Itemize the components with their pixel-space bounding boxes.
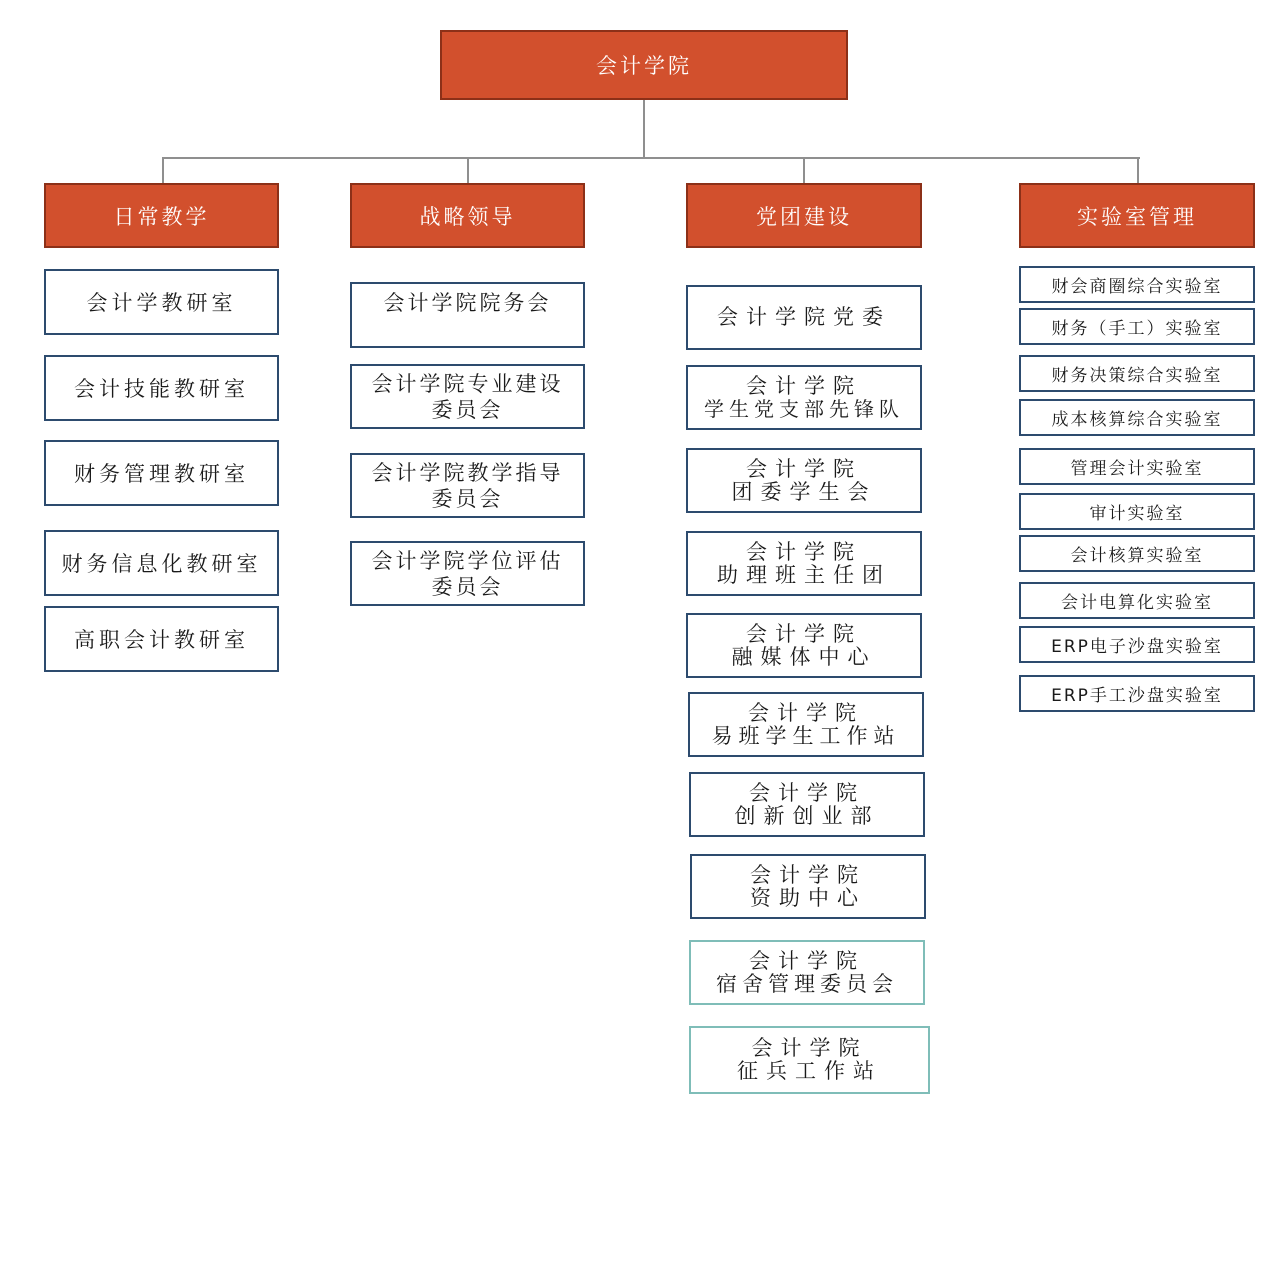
party-org-line1: 会计学院: [750, 862, 866, 887]
lab-room-label: 财会商圈综合实验室: [1051, 277, 1223, 297]
party-org-line2: 资助中心: [750, 885, 866, 910]
party-org: [690, 854, 926, 919]
party-org: [686, 448, 922, 513]
connector-lab: [1137, 157, 1139, 184]
root-label: 会计学院: [596, 54, 692, 78]
connector-root-down: [643, 99, 645, 159]
party-org-line2: 融媒体中心: [731, 644, 877, 669]
lab-room-label: 成本核算综合实验室: [1051, 410, 1223, 430]
party-org-line2: 易班学生工作站: [711, 723, 901, 748]
teaching-office: [44, 269, 279, 335]
lab-room-label: 管理会计实验室: [1070, 459, 1204, 479]
lab-room: [1019, 582, 1255, 619]
strategy-committee-line2: 委员会: [431, 574, 504, 599]
connector-horizontal: [162, 157, 1140, 159]
party-org-line2: 宿舍管理委员会: [716, 971, 898, 996]
teaching-office-label: 高职会计教研室: [74, 628, 249, 652]
party-org: [689, 772, 925, 837]
party-org-line2: 学生党支部先锋队: [704, 396, 904, 421]
party-org-line1: 会计学院: [746, 621, 862, 646]
teaching-office-label: 财务信息化教研室: [61, 552, 262, 576]
lab-room: [1019, 399, 1255, 436]
category-teaching-label: 日常教学: [113, 204, 210, 229]
category-lab: [1019, 183, 1255, 248]
strategy-committee: [350, 364, 585, 429]
teaching-office: [44, 606, 279, 672]
lab-room-label: 会计核算实验室: [1070, 546, 1204, 566]
party-org: [688, 692, 924, 757]
party-org: [686, 613, 922, 678]
lab-room: [1019, 355, 1255, 392]
lab-room-label: 会计电算化实验室: [1061, 593, 1213, 613]
strategy-committee-line2: 委员会: [431, 486, 504, 511]
strategy-committee: [350, 541, 585, 606]
category-party-label: 党团建设: [756, 204, 852, 229]
strategy-committee-line1: 会计学院院务会: [383, 291, 552, 315]
party-org-line1: 会计学院: [746, 373, 862, 398]
lab-room: [1019, 493, 1255, 530]
party-org-line1: 会计学院: [746, 539, 862, 564]
lab-room-label: 财务（手工）实验室: [1051, 319, 1223, 339]
lab-room-label: 审计实验室: [1089, 504, 1185, 524]
strategy-committee-line1: 会计学院学位评估: [371, 548, 564, 573]
root-node: [440, 30, 848, 100]
teaching-office-label: 会计技能教研室: [74, 377, 249, 401]
lab-room-label: 财务决策综合实验室: [1051, 366, 1223, 386]
strategy-committee: [350, 453, 585, 518]
party-org-line1: 会计学院: [749, 780, 865, 805]
connector-teaching: [162, 157, 164, 184]
party-org-line1: 会计学院党委: [717, 305, 891, 329]
category-teaching: [44, 183, 279, 248]
teaching-office: [44, 355, 279, 421]
party-org: [689, 1026, 930, 1094]
teaching-office-label: 会计学教研室: [86, 291, 237, 315]
party-org-line2: 团委学生会: [731, 479, 877, 504]
strategy-committee-line1: 会计学院教学指导: [371, 460, 564, 485]
party-org: [686, 531, 922, 596]
party-org: [689, 940, 925, 1005]
party-org: [686, 285, 922, 350]
lab-room: [1019, 626, 1255, 663]
category-strategy-label: 战略领导: [419, 204, 516, 229]
lab-room: [1019, 266, 1255, 303]
lab-room: [1019, 308, 1255, 345]
teaching-office: [44, 530, 279, 596]
lab-room: [1019, 535, 1255, 572]
strategy-committee-line1: 会计学院专业建设: [371, 371, 564, 396]
party-org-line2: 助理班主任团: [717, 562, 891, 587]
lab-room: [1019, 675, 1255, 712]
lab-room-label: ERP电子沙盘实验室: [1051, 637, 1223, 657]
category-party: [686, 183, 922, 248]
connector-strategy: [467, 157, 469, 184]
party-org: [686, 365, 922, 430]
party-org-line2: 征兵工作站: [737, 1059, 882, 1083]
party-org-line1: 会计学院: [748, 700, 864, 725]
category-strategy: [350, 183, 585, 248]
party-org-line1: 会计学院: [751, 1036, 868, 1060]
strategy-committee: [350, 282, 585, 348]
teaching-office: [44, 440, 279, 506]
teaching-office-label: 财务管理教研室: [74, 462, 249, 486]
category-lab-label: 实验室管理: [1077, 204, 1197, 229]
lab-room-label: ERP手工沙盘实验室: [1051, 686, 1223, 706]
connector-party: [803, 157, 805, 184]
strategy-committee-line2: 委员会: [431, 397, 504, 422]
party-org-line1: 会计学院: [746, 456, 862, 481]
party-org-line2: 创新创业部: [734, 803, 880, 828]
party-org-line1: 会计学院: [749, 948, 865, 973]
lab-room: [1019, 448, 1255, 485]
